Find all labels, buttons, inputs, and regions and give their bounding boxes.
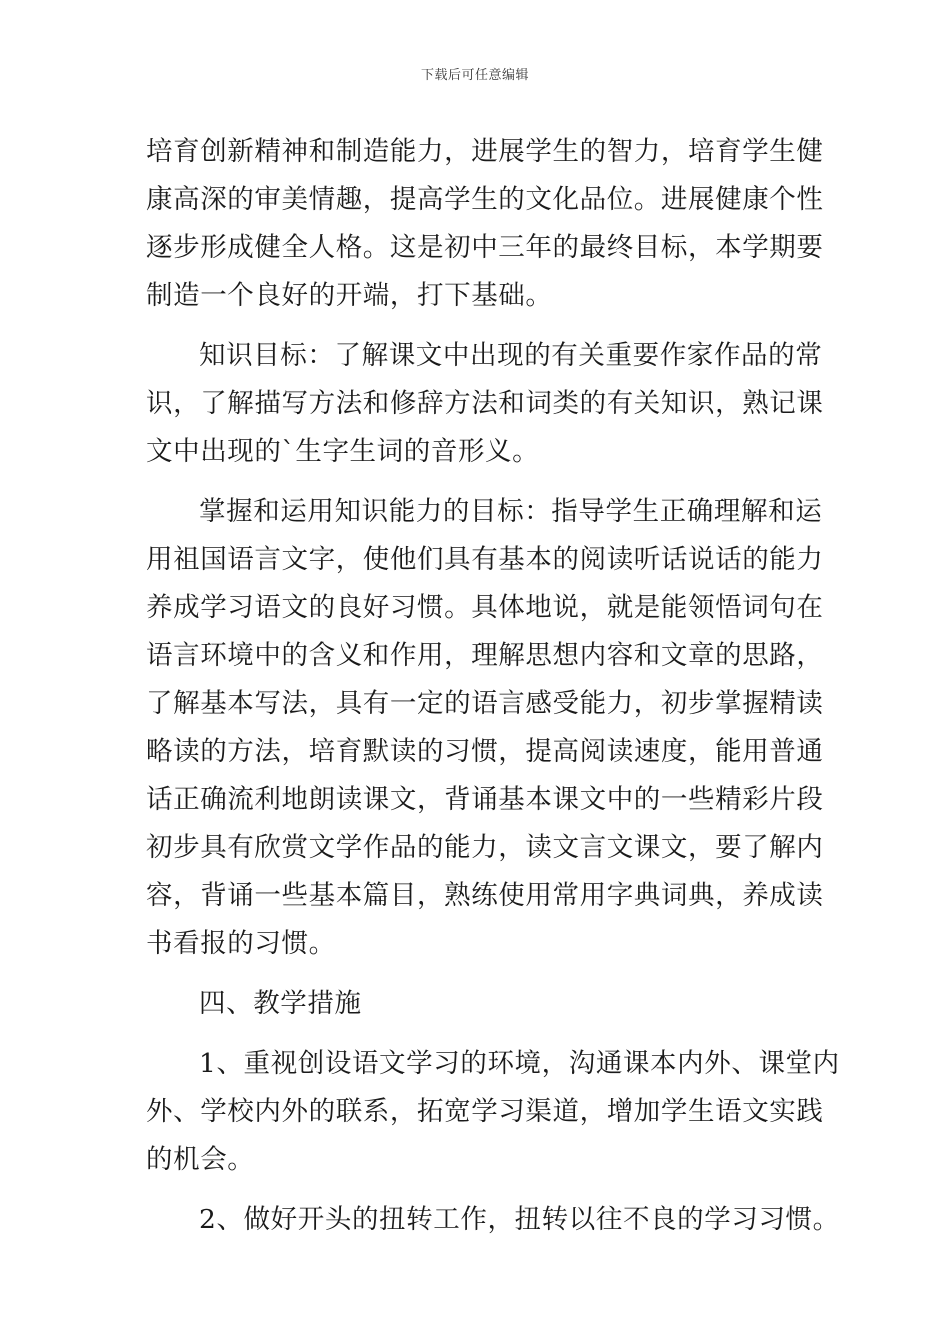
paragraph-measure-2: [146, 1196, 840, 1244]
text-line: 用祖国语言文字，使他们具有基本的阅读听话说话的能力: [146, 544, 824, 575]
text-line: 康高深的审美情趣，提高学生的文化品位。进展健康个性: [146, 184, 824, 215]
text-line: 1、重视创设语文学习的环境，沟通课本内外、课堂内: [199, 1048, 840, 1079]
paragraph-measure-1: [146, 1040, 840, 1184]
page-header-note: 下载后可任意编辑: [420, 68, 529, 83]
text-line: 话正确流利地朗读课文，背诵基本课文中的一些精彩片段: [146, 784, 824, 815]
text-line: 了解基本写法，具有一定的语言感受能力，初步掌握精读: [146, 688, 824, 719]
text-line: 制造一个良好的开端，打下基础。: [146, 280, 553, 311]
text-line: 外、学校内外的联系，拓宽学习渠道，增加学生语文实践: [146, 1096, 824, 1127]
paragraph-ability-goals: [146, 488, 824, 968]
text-line: 文中出现的`生字生词的音形义。: [146, 436, 540, 467]
text-line: 容，背诵一些基本篇目，熟练使用常用字典词典，养成读: [146, 880, 824, 911]
text-line: 语言环境中的含义和作用，理解思想内容和文章的思路，: [146, 640, 824, 671]
text-line: 掌握和运用知识能力的目标：指导学生正确理解和运: [199, 496, 823, 527]
text-line: 养成学习语文的良好习惯。具体地说，就是能领悟词句在: [146, 592, 824, 623]
text-line: 知识目标：了解课文中出现的有关重要作家作品的常: [199, 340, 823, 371]
paragraph-goals-intro: [146, 128, 824, 320]
text-line: 的机会。: [146, 1144, 255, 1175]
text-line: 逐步形成健全人格。这是初中三年的最终目标，本学期要: [146, 232, 824, 263]
text-line: 书看报的习惯。: [146, 928, 336, 959]
text-line: 初步具有欣赏文学作品的能力，读文言文课文，要了解内: [146, 832, 824, 863]
section-heading-teaching-measures: [146, 980, 810, 1028]
section-heading: 四、教学措施: [199, 988, 362, 1019]
text-line: 略读的方法，培育默读的习惯，提高阅读速度，能用普通: [146, 736, 824, 767]
text-line: 培育创新精神和制造能力，进展学生的智力，培育学生健: [146, 136, 824, 167]
text-line: 识，了解描写方法和修辞方法和词类的有关知识，熟记课: [146, 388, 824, 419]
document-body: [146, 128, 840, 1244]
paragraph-knowledge-goals: [146, 332, 824, 476]
text-line: 2、做好开头的扭转工作，扭转以往不良的学习习惯。: [199, 1204, 840, 1235]
